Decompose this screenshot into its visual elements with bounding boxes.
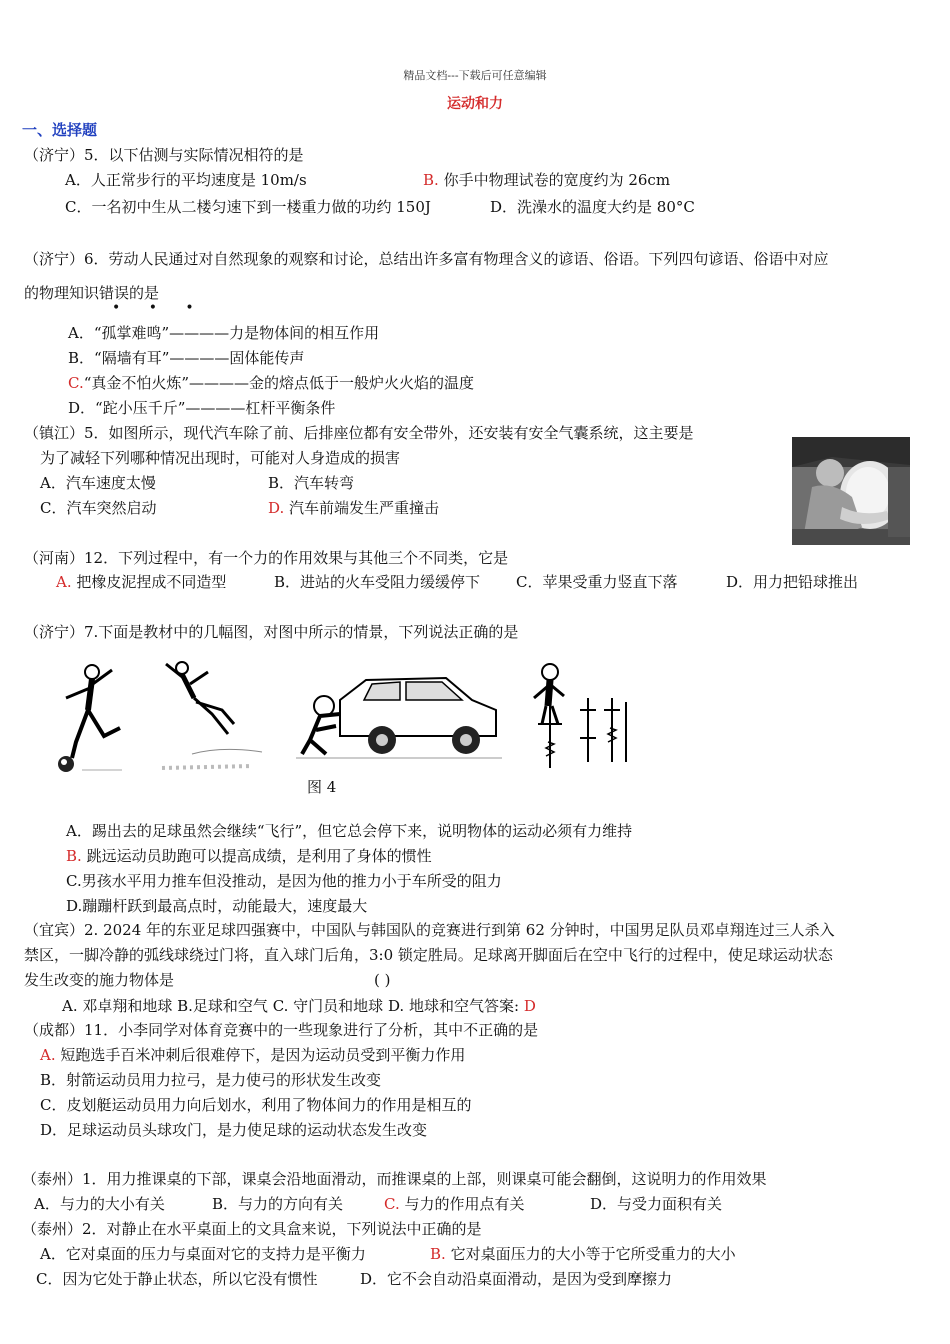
answer-mark: C. bbox=[384, 1195, 400, 1213]
q5-option-d: D.蹦蹦杆跃到最高点时，动能最大，速度最大 bbox=[66, 897, 368, 915]
q6-stem-line3: 发生改变的施力物体是 bbox=[24, 971, 175, 989]
q4-option-c: C．苹果受重力竖直下落 bbox=[516, 573, 678, 591]
pogo-stick-illustration bbox=[524, 658, 638, 774]
q9-option-b-text: 它对桌面压力的大小等于它所受重力的大小 bbox=[450, 1245, 736, 1263]
page-header: 精品文档---下载后可任意编辑 bbox=[403, 69, 547, 82]
q1-stem: （济宁）5．以下估测与实际情况相符的是 bbox=[24, 146, 304, 164]
q9-option-c: C．因为它处于静止状态，所以它没有惯性 bbox=[36, 1270, 318, 1288]
q8-option-b: B．与力的方向有关 bbox=[212, 1195, 344, 1213]
long-jump-illustration bbox=[152, 658, 264, 780]
q2-option-a: A．“孤掌难鸣”————力是物体间的相互作用 bbox=[68, 324, 380, 342]
answer-mark: D bbox=[523, 997, 536, 1015]
q4-option-a bbox=[56, 572, 226, 592]
q5-option-a: A．踢出去的足球虽然会继续“飞行”，但它总会停下来，说明物体的运动必须有力维持 bbox=[66, 822, 633, 840]
q3-option-a: A．汽车速度太慢 bbox=[40, 474, 156, 492]
q2-option-b: B．“隔墙有耳”————固体能传声 bbox=[68, 349, 305, 367]
q5-option-c: C.男孩水平用力推车但没推动，是因为他的推力小于车所受的阻力 bbox=[66, 872, 502, 890]
q3-stem-line2: 为了减轻下列哪种情况出现时，可能对人身造成的损害 bbox=[40, 449, 401, 467]
q6-options bbox=[62, 996, 536, 1016]
answer-mark: C. bbox=[68, 374, 84, 392]
q3-option-d bbox=[268, 498, 439, 518]
q2-stem-line1: （济宁）6．劳动人民通过对自然现象的观察和讨论，总结出许多富有物理含义的谚语、俗语。下列四句谚语、俗语中对应 bbox=[24, 250, 829, 268]
q8-stem: （泰州）1．用力推课桌的下部，课桌会沿地面滑动，而推课桌的上部，则课桌可能会翻倒，这说明力的作用效果 bbox=[22, 1170, 767, 1188]
answer-mark: B. bbox=[430, 1245, 446, 1263]
q4-stem: （河南）12．下列过程中，有一个力的作用效果与其他三个不同类，它是 bbox=[24, 549, 509, 567]
q9-option-b bbox=[430, 1244, 736, 1264]
q5-option-b bbox=[66, 846, 432, 866]
answer-mark: D. bbox=[268, 499, 285, 517]
emphasis-dots: • • • bbox=[112, 300, 206, 316]
q5-option-b-text: 跳远运动员助跑可以提高成绩，是利用了身体的惯性 bbox=[86, 847, 432, 865]
q1-option-c: C．一名初中生从二楼匀速下到一楼重力做的功约 150J bbox=[65, 198, 431, 216]
q2-stem-line2: 的物理知识错误的是 bbox=[24, 284, 160, 302]
airbag-photo bbox=[792, 437, 910, 545]
soccer-kick-illustration bbox=[52, 658, 138, 780]
q3-option-b: B．汽车转弯 bbox=[268, 474, 355, 492]
q7-option-c: C．皮划艇运动员用力向后划水，利用了物体间力的作用是相互的 bbox=[40, 1096, 472, 1114]
q7-stem: （成都）11．小李同学对体育竞赛中的一些现象进行了分析，其中不正确的是 bbox=[24, 1021, 539, 1039]
boy-pushing-car-illustration bbox=[296, 670, 502, 762]
q6-options-text: A. 邓卓翔和地球 B.足球和空气 C. 守门员和地球 D. 地球和空气答案: bbox=[62, 997, 520, 1015]
q7-option-b: B．射箭运动员用力拉弓，是力使弓的形状发生改变 bbox=[40, 1071, 382, 1089]
q3-option-d-text: 汽车前端发生严重撞击 bbox=[289, 499, 440, 517]
q7-option-d: D．足球运动员头球攻门，是力使足球的运动状态发生改变 bbox=[40, 1121, 428, 1139]
q4-option-b: B．进站的火车受阻力缓缓停下 bbox=[274, 573, 481, 591]
answer-mark: B. bbox=[66, 847, 82, 865]
q2-option-c bbox=[68, 373, 474, 393]
q2-option-d: D．“跎小压千斤”————杠杆平衡条件 bbox=[68, 399, 336, 417]
answer-mark: A. bbox=[56, 573, 72, 591]
page-title: 运动和力 bbox=[447, 96, 503, 112]
q5-stem: （济宁）7.下面是教材中的几幅图，对图中所示的情景，下列说法正确的是 bbox=[24, 623, 519, 641]
q9-stem: （泰州）2．对静止在水平桌面上的文具盒来说，下列说法中正确的是 bbox=[22, 1220, 482, 1238]
q6-stem-line1: （宜宾）2. 2024 年的东亚足球四强赛中，中国队与韩国队的竞赛进行到第 62 分钟时，中国男足队员邓卓翔连过三人杀入 bbox=[24, 921, 835, 939]
q8-option-c bbox=[384, 1194, 525, 1214]
q3-option-c: C．汽车突然启动 bbox=[40, 499, 157, 517]
q6-answer-blank: ( ) bbox=[374, 971, 391, 989]
answer-mark: B. bbox=[423, 171, 439, 189]
q4-option-d: D．用力把铅球推出 bbox=[726, 573, 859, 591]
q4-option-a-text: 把橡皮泥捏成不同造型 bbox=[76, 573, 227, 591]
q7-option-a-text: 短跑选手百米冲刺后很难停下，是因为运动员受到平衡力作用 bbox=[60, 1046, 466, 1064]
q1-option-a: A．人正常步行的平均速度是 10m/s bbox=[65, 171, 307, 189]
q3-stem-line1: （镇江）5．如图所示，现代汽车除了前、后排座位都有安全带外，还安装有安全气囊系统，这主要是 bbox=[24, 424, 694, 442]
q6-stem-line2: 禁区，一脚冷静的弧线球绕过门将，直入球门后角，3:0 锁定胜局。足球离开脚面后在空中飞行的过程中，使足球运动状态 bbox=[24, 946, 833, 964]
q8-option-d: D．与受力面积有关 bbox=[590, 1195, 723, 1213]
q2-option-c-text: “真金不怕火炼”————金的熔点低于一般炉火火焰的温度 bbox=[83, 374, 475, 392]
q8-option-a: A．与力的大小有关 bbox=[34, 1195, 165, 1213]
q7-option-a bbox=[40, 1045, 465, 1065]
q9-option-a: A．它对桌面的压力与桌面对它的支持力是平衡力 bbox=[40, 1245, 366, 1263]
q1-option-d: D．洗澡水的温度大约是 80°C bbox=[490, 198, 695, 216]
section-heading: 一、选择题 bbox=[22, 121, 98, 139]
answer-mark: A. bbox=[40, 1046, 56, 1064]
q8-option-c-text: 与力的作用点有关 bbox=[404, 1195, 525, 1213]
q9-option-d: D．它不会自动沿桌面滑动，是因为受到摩擦力 bbox=[360, 1270, 673, 1288]
q1-option-b bbox=[423, 170, 670, 190]
q1-option-b-text: 你手中物理试卷的宽度约为 26cm bbox=[443, 171, 671, 189]
figure-4-caption: 图 4 bbox=[307, 778, 337, 796]
